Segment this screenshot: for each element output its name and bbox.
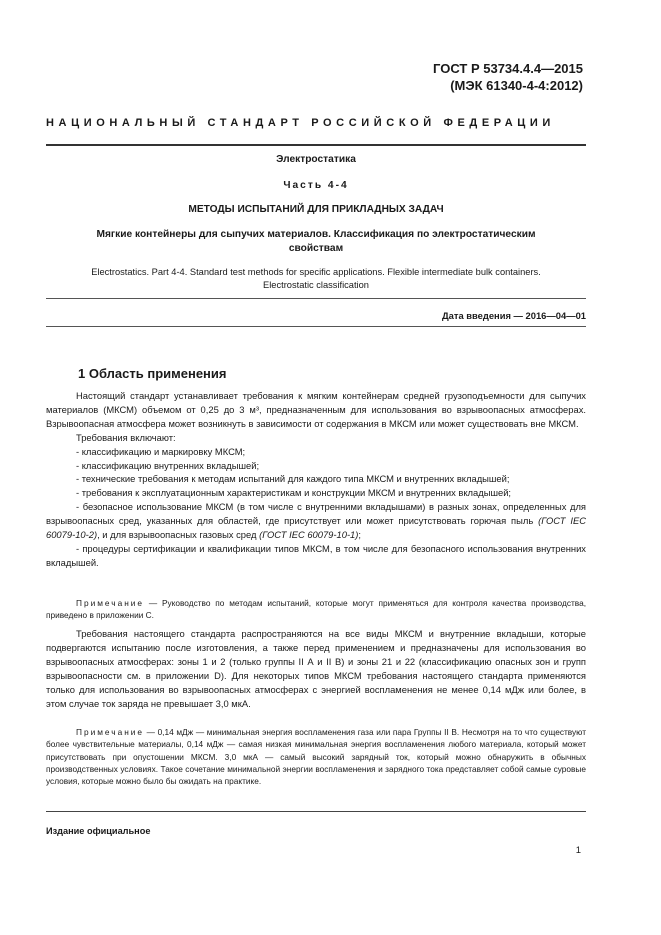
scope-paragraph-1: Настоящий стандарт устанавливает требования к мягким контейнерам средней грузоподъемности для сыпучих материалов (МКСМ) объемом от 0,25 до 3 м³, предназначенным для использования во взрывоопасных атмосферах. Взрывоопасная атмосфера может возникнуть в зависимости от содержания в МКСМ или может существовать вне МКСМ. bbox=[46, 390, 586, 429]
title-subtitle-line2: свойствам bbox=[288, 243, 344, 254]
iec-number: (МЭК 61340-4-4:2012) bbox=[450, 78, 583, 93]
requirement-item: - требования к эксплуатационным характеристикам и конструкции МКСМ и внутренних вкладышей; bbox=[76, 487, 512, 499]
section-title: 1 Область применения bbox=[78, 366, 227, 381]
requirement-item: - классификацию и маркировку МКСМ; bbox=[76, 445, 246, 457]
requirement-item: - классификацию внутренних вкладышей; bbox=[76, 459, 260, 471]
footer-divider bbox=[46, 811, 586, 812]
english-title-line2: Electrostatic classification bbox=[263, 280, 369, 290]
national-standard-heading: НАЦИОНАЛЬНЫЙ СТАНДАРТ РОССИЙСКОЙ ФЕДЕРАЦИИ bbox=[46, 117, 555, 129]
title-part: Часть 4-4 bbox=[283, 180, 349, 191]
note-label: Примечание bbox=[76, 598, 145, 608]
gost-number: ГОСТ Р 53734.4.4—2015 bbox=[433, 61, 583, 76]
requirement-item: - процедуры сертификации и квалификации типов МКСМ, в том числе для безопасного использования внутренних вкладышей. bbox=[46, 542, 586, 568]
title-main: МЕТОДЫ ИСПЫТАНИЙ ДЛЯ ПРИКЛАДНЫХ ЗАДАЧ bbox=[188, 204, 444, 215]
standard-reference: (ГОСТ IEC 60079-10-1) bbox=[259, 529, 359, 541]
date-divider bbox=[46, 326, 586, 327]
note-label: Примечание bbox=[76, 727, 145, 737]
official-edition-label: Издание официальное bbox=[46, 826, 151, 836]
note-text: — Руководство по методам испытаний, которые могут применяться для контроля качества производства, приведено в приложении С. bbox=[46, 598, 586, 621]
scope-text bbox=[46, 389, 586, 570]
title-divider bbox=[46, 298, 586, 299]
scope-paragraph-2: Требования настоящего стандарта распространяются на все виды МКСМ и внутренние вкладыши, которые подвергаются испытанию после изготовления, а также перед применением и предназначены для использования во взрывоопасных атмосферах: зоны 1 и 2 (только группы II А и II В) и зоны 21 и 22 (классификацию опасных зон и групп взрывоопасности см. в приложении D). Для некоторых типов МКСМ требования настоящего стандарта применяются только для использования во взрывоопасных атмосферах с энергией воспламенения не менее 0,14 мДж или более, в этом случае ток заряда не превышает 3,0 мкА. bbox=[46, 628, 586, 709]
header-divider bbox=[46, 144, 586, 146]
requirement-item: - технические требования к методам испытаний для каждого типа МКСМ и внутренних вкладышей; bbox=[76, 473, 510, 485]
english-title-line1: Electrostatics. Part 4-4. Standard test methods for specific applications. Flexible intermediate bulk containers. bbox=[91, 267, 541, 277]
standard-reference: (ГОСТ IEC 60079-10-2) bbox=[46, 515, 586, 541]
gost-designation bbox=[283, 60, 583, 94]
note-2 bbox=[46, 726, 586, 787]
title-subtitle-line1: Мягкие контейнеры для сыпучих материалов. Классификация по электростатическим bbox=[96, 229, 536, 240]
note-1 bbox=[46, 597, 586, 622]
requirements-intro: Требования включают: bbox=[76, 431, 176, 443]
page-number: 1 bbox=[575, 845, 581, 856]
title-series: Электростатика bbox=[276, 154, 356, 165]
introduction-date: Дата введения — 2016—04—01 bbox=[441, 310, 586, 321]
note-text: — 0,14 мДж — минимальная энергия воспламенения газа или пара Группы II В. Несмотря на то что существуют более чувствительные материалы, 0,14 мДж — самая низкая минимальная энергия воспламенения любого материала, который может присутствовать при опустошении МКСМ. 3,0 мкА — самый высокий зарядный ток, который можно обнаружить в обычных производственных условиях. Такое сочетание минимальной энергии воспламенения и зарядного тока представляет собой самые суровые условия, которые можно было бы ожидать на практике. bbox=[46, 727, 586, 787]
requirement-item-safe-use: - безопасное использование МКСМ (в том числе с внутренними вкладышами) в разных зонах, определенных для взрывоопасных сред, указанных для областей, где присутствует или может присутствовать горючая пыль (ГОСТ IEC 60079-10-2), и для взрывоопасных газовых сред (ГОСТ IEC 60079-10-1); bbox=[46, 501, 586, 541]
